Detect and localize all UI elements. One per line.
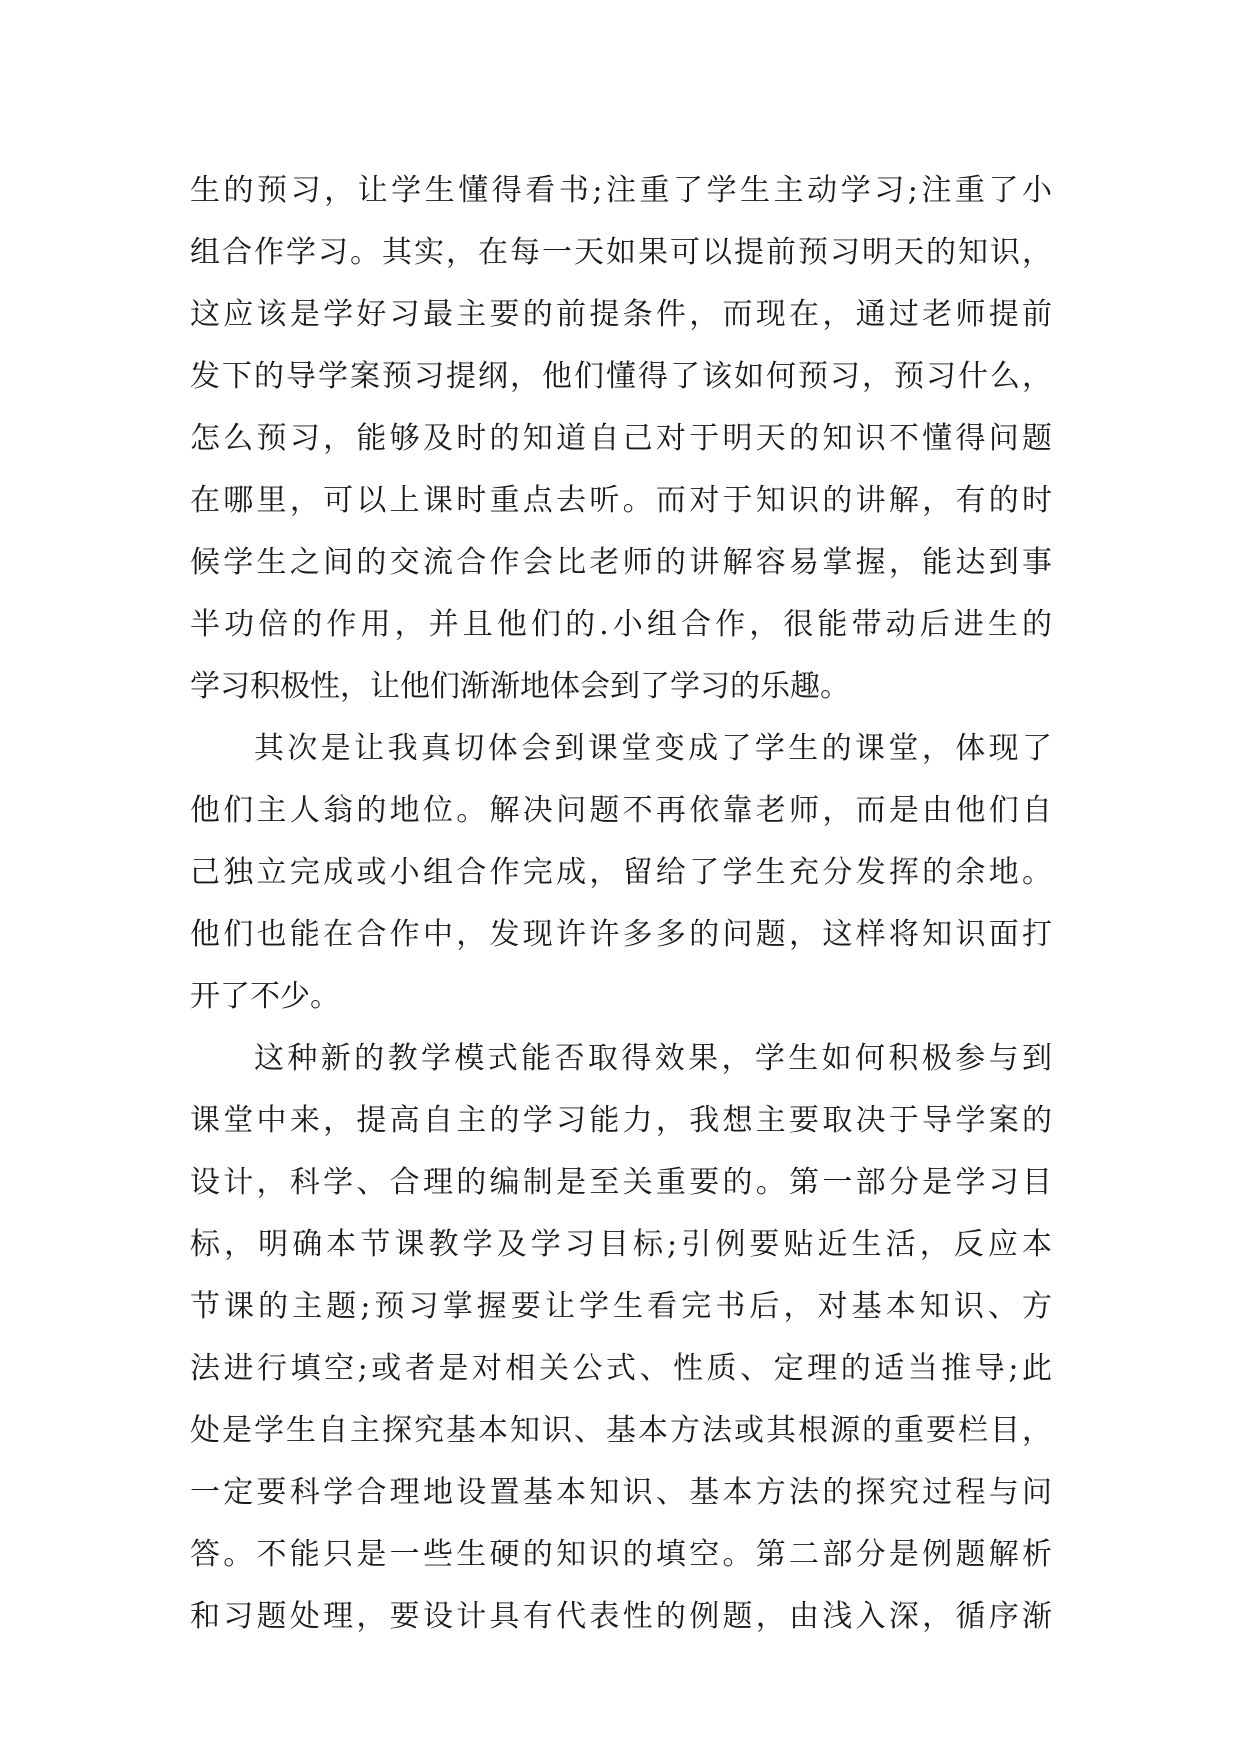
text-line: 他们也能在合作中，发现许许多多的问题，这样将知识面打 xyxy=(190,917,1052,952)
text-line: 一定要科学合理地设置基本知识、基本方法的探究过程与问 xyxy=(190,1475,1052,1510)
text-line: 答。不能只是一些生硬的知识的填空。第二部分是例题解析 xyxy=(190,1537,1052,1572)
text-line: 这应该是学好习最主要的前提条件，而现在，通过老师提前 xyxy=(190,297,1052,332)
text-line: 生的预习，让学生懂得看书;注重了学生主动学习;注重了小 xyxy=(190,173,1052,208)
text-line: 节课的主题;预习掌握要让学生看完书后，对基本知识、方 xyxy=(190,1289,1052,1324)
text-line: 其次是让我真切体会到课堂变成了学生的课堂，体现了 xyxy=(254,731,1052,766)
text-line: 法进行填空;或者是对相关公式、性质、定理的适当推导;此 xyxy=(190,1351,1052,1386)
text-line: 处是学生自主探究基本知识、基本方法或其根源的重要栏目， xyxy=(190,1413,1052,1448)
text-line: 怎么预习，能够及时的知道自己对于明天的知识不懂得问题 xyxy=(190,421,1052,456)
text-line: 发下的导学案预习提纲，他们懂得了该如何预习，预习什么， xyxy=(190,359,1052,394)
text-line: 和习题处理，要设计具有代表性的例题，由浅入深，循序渐 xyxy=(190,1599,1052,1634)
text-line: 己独立完成或小组合作完成，留给了学生充分发挥的余地。 xyxy=(190,855,1052,890)
text-line: 在哪里，可以上课时重点去听。而对于知识的讲解，有的时 xyxy=(190,483,1052,518)
text-line: 候学生之间的交流合作会比老师的讲解容易掌握，能达到事 xyxy=(190,545,1052,580)
text-line: 课堂中来，提高自主的学习能力，我想主要取决于导学案的 xyxy=(190,1103,1052,1138)
text-line: 开了不少。 xyxy=(190,979,340,1014)
text-line: 他们主人翁的地位。解决问题不再依靠老师，而是由他们自 xyxy=(190,793,1052,828)
text-line: 半功倍的作用，并且他们的.小组合作，很能带动后进生的 xyxy=(190,607,1052,642)
text-line: 组合作学习。其实，在每一天如果可以提前预习明天的知识， xyxy=(190,235,1052,270)
text-line: 设计，科学、合理的编制是至关重要的。第一部分是学习目 xyxy=(190,1165,1052,1200)
document-body xyxy=(190,160,1052,1648)
text-line: 这种新的教学模式能否取得效果，学生如何积极参与到 xyxy=(254,1041,1052,1076)
text-line: 标，明确本节课教学及学习目标;引例要贴近生活，反应本 xyxy=(190,1227,1052,1262)
text-line: 学习积极性，让他们渐渐地体会到了学习的乐趣。 xyxy=(190,669,850,704)
